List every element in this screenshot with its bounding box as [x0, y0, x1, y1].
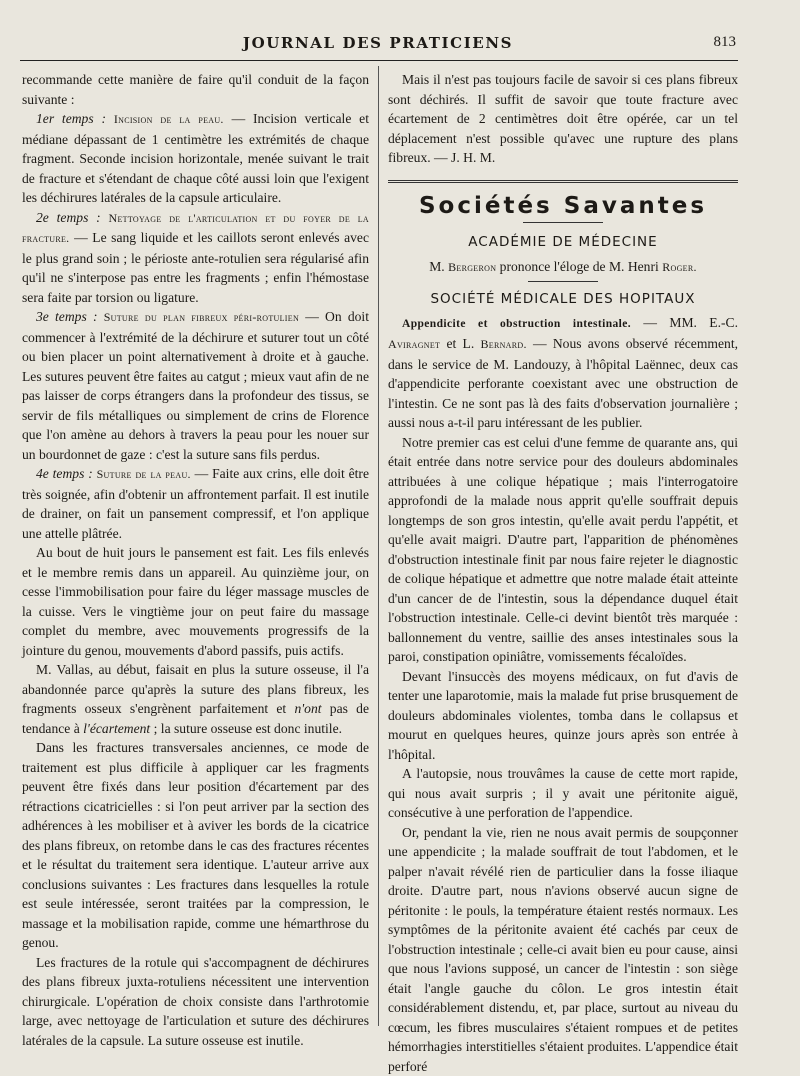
step-label: 2e temps :	[36, 210, 101, 225]
paragraph: Or, pendant la vie, rien ne nous avait permis de soupçonner une appendicite ; la malade souffrait de tout l'abdomen, et le palper n'avait révélé rien de particulier dans la fosse iliaque droite. D'autre part, nous n'avions observé aucun signe de péritonite : le pouls, la température étaient restés normaux. Les symptômes de la péritonite avaient été cachés par ceux de l'obstruction intestinale ; celle-ci avait bien eu pour cause, ainsi que nous l'avions supposé, un cancer de l'intestin : son siège était l'angle gauche du côlon. Le gros intestin était considérablement distendu, et, par place, surtout au niveau du cœcum, les fibres musculaires s'étaient rompues et de petites hémorrhagies interstitielles s'étaient produites. L'appendice était perforé	[388, 823, 738, 1076]
section-rule	[388, 180, 738, 183]
text-run: — MM. E.-C.	[631, 315, 738, 330]
section-title: Sociétés Savantes	[388, 197, 738, 217]
page-header	[20, 32, 736, 56]
paragraph: Notre premier cas est celui d'une femme de quarante ans, qui était entrée dans notre service pour des douleurs abdominales attribuées à une colique hépatique ; mais l'interrogatoire approfondi de la malade nous apprit qu'elle souffrait depuis longtemps de son gros intestin, qu'elle avait perdu l'appétit, et qu'elle avait maigri. D'autre part, l'apparition de phénomènes d'obstruction intestinale finit par nous faire rejeter le diagnostic de colique hépatique et admettre que notre malade était atteinte d'un cancer de de l'intestin, sous la dépendance duquel était l'obstruction intestinale. Celle-ci devint bientôt très marquée : ballonnement du ventre, saillie des anses intestinales sous la paroi, constipation opiniâtre, vomissements fécaloïdes.	[388, 433, 738, 667]
header-rule	[20, 60, 738, 61]
text-run: ; la suture osseuse est donc inutile.	[150, 721, 342, 736]
step-label: 1er temps :	[36, 111, 106, 126]
italic-run: n'ont	[294, 701, 321, 716]
italic-run: l'écartement	[83, 721, 150, 736]
step-title: Suture du plan fibreux péri-rotulien	[104, 310, 299, 324]
step-text: — Le sang liquide et les caillots seront enlevés avec le plus grand soin ; le périoste ante-rotulien sera régularisé afin qu'il ne s'interpose pas entre les fragments ; enfin l'hémostase sera faite par torsion ou ligature.	[22, 230, 369, 305]
ornament-rule	[528, 281, 598, 282]
name-run: Bernard.	[480, 337, 526, 351]
text-run: M.	[429, 259, 448, 274]
ornament-rule	[523, 222, 603, 223]
step-text: — On doit commencer à l'extrémité de la déchirure et suturer tout un côté ou bien placer un point alternativement à droite et à gauche. Les sutures peuvent être faites au catgut ; mieux vaut afin de ne pas laisser de corps étrangers dans la profondeur des tissus, se servir de fils métalliques ou simplement de crins de Florence que l'on amène au dehors à travers la peau pour les nouer sur un bourdonnet de gaze : c'est la suture sans fils perdus.	[22, 309, 369, 462]
name-run: Bergeron	[448, 260, 496, 274]
step-label: 4e temps :	[36, 466, 93, 481]
step-text: — Faite aux crins, elle doit être très soignée, afin d'obtenir un affrontement parfait. Il est inutile de drainer, on fait un pansement compressif, et l'on applique une attelle plâtrée.	[22, 466, 369, 541]
step-title: Incision de la peau.	[114, 112, 224, 126]
step-4-paragraph	[22, 464, 369, 543]
step-2-paragraph	[22, 208, 369, 308]
societe-heading: SOCIÉTÉ MÉDICALE DES HOPITAUX	[388, 290, 738, 310]
page-number: 813	[714, 34, 737, 51]
paragraph: recommande cette manière de faire qu'il conduit de la façon suivante :	[22, 70, 369, 109]
step-title: Nettoyage de l'articulation et du foyer de la fracture.	[22, 211, 369, 246]
paragraph: A l'autopsie, nous trouvâmes la cause de cette mort rapide, qui nous avait surpris ; il y avait une péritonite aiguë, consécutive à une perforation de l'appendice.	[388, 764, 738, 823]
journal-title: JOURNAL DES PRATICIENS	[20, 34, 736, 52]
text-run: pas de tendance à	[22, 701, 369, 736]
name-run: Roger.	[662, 260, 697, 274]
left-column	[22, 70, 369, 1050]
step-text: — Incision verticale et médiane dépassant de 1 centimètre les extrémités de chaque fragment. Seconde incision horizontale, menée suivant le trait de fracture et s'étendant de chaque côté aussi loin que l'exigent les déchirures latérales de la capsule articulaire.	[22, 111, 369, 205]
academie-line	[388, 257, 738, 278]
text-run: et L.	[440, 336, 480, 351]
right-column	[388, 70, 738, 1076]
step-title: Suture de la peau.	[97, 467, 191, 481]
text-run: — Nous avons observé récemment, dans le service de M. Landouzy, à l'hôpital Laënnec, deux cas d'appendicite perforante coexistant avec une obstruction de l'intestin. Ce ne sont pas là des faits d'observation journalière ; aussi nous a-t-il paru intéressant de les publier.	[388, 336, 738, 430]
step-label: 3e temps :	[36, 309, 97, 324]
text-run: prononce l'éloge de M. Henri	[496, 259, 662, 274]
text-run: M. Vallas, au début, faisait en plus la suture osseuse, il l'a abandonnée parce qu'après la suture des plans fibreux, les fragments osseux s'engrènent parfaitement et	[22, 662, 369, 716]
paragraph	[22, 660, 369, 738]
bold-run: Appendicite et obstruction intestinale.	[402, 318, 631, 330]
academie-heading: ACADÉMIE DE MÉDECINE	[388, 233, 738, 253]
paragraph: Devant l'insuccès des moyens médicaux, on fut d'avis de tenter une laparotomie, mais la malade fut prise brusquement de douleurs abdominales violentes, tomba dans le collapsus et mourut en quelques heures, quinze jours après son entrée à l'hôpital.	[388, 667, 738, 765]
paragraph: Les fractures de la rotule qui s'accompagnent de déchirures des plans fibreux juxta-rotuliens nécessitent une intervention chirurgicale. L'opération de choix consiste dans l'arthrotomie large, avec nettoyage de l'articulation et suture des déchirures latérales de la capsule. La suture osseuse est inutile.	[22, 953, 369, 1051]
step-3-paragraph	[22, 307, 369, 464]
paragraph: Dans les fractures transversales anciennes, ce mode de traitement est plus difficile à appliquer car les fragments peuvent être fixés dans leur position d'écartement par des rétractions cicatricielles : si l'on peut arriver par la section des adhérences à les mobiliser et à aviver les bords de la cicatrice des plans fibreux, on retombe dans le cas des fractures récentes et le résultat du traitement sera identique. L'auteur arrive aux conclusions suivantes : Les fractures dans lesquelles la rotule est seule intéressée, seront traitées par la compression, le massage et la mobilisation rapide, comme une hémarthrose du genou.	[22, 738, 369, 953]
paragraph: Mais il n'est pas toujours facile de savoir si ces plans fibreux sont déchirés. Il suffit de savoir que toute fracture avec écartement de 2 centimètres doit être opérée, car un tel déplacement n'est possible qu'avec une rupture des plans fibreux. — J. H. M.	[388, 70, 738, 168]
paragraph: Au bout de huit jours le pansement est fait. Les fils enlevés et le membre remis dans un appareil. Au quinzième jour, on cesse l'immobilisation pour faire du léger massage muscles de la cuisse. Vers le vingtième jour on peut faire du massage complet du membre, avec mouvements progressifs de la jointure du genou, mouvements d'abord passifs, puis actifs.	[22, 543, 369, 660]
column-divider	[378, 66, 379, 1026]
name-run: Aviragnet	[388, 337, 440, 351]
step-1-paragraph	[22, 109, 369, 208]
paragraph	[388, 313, 738, 433]
